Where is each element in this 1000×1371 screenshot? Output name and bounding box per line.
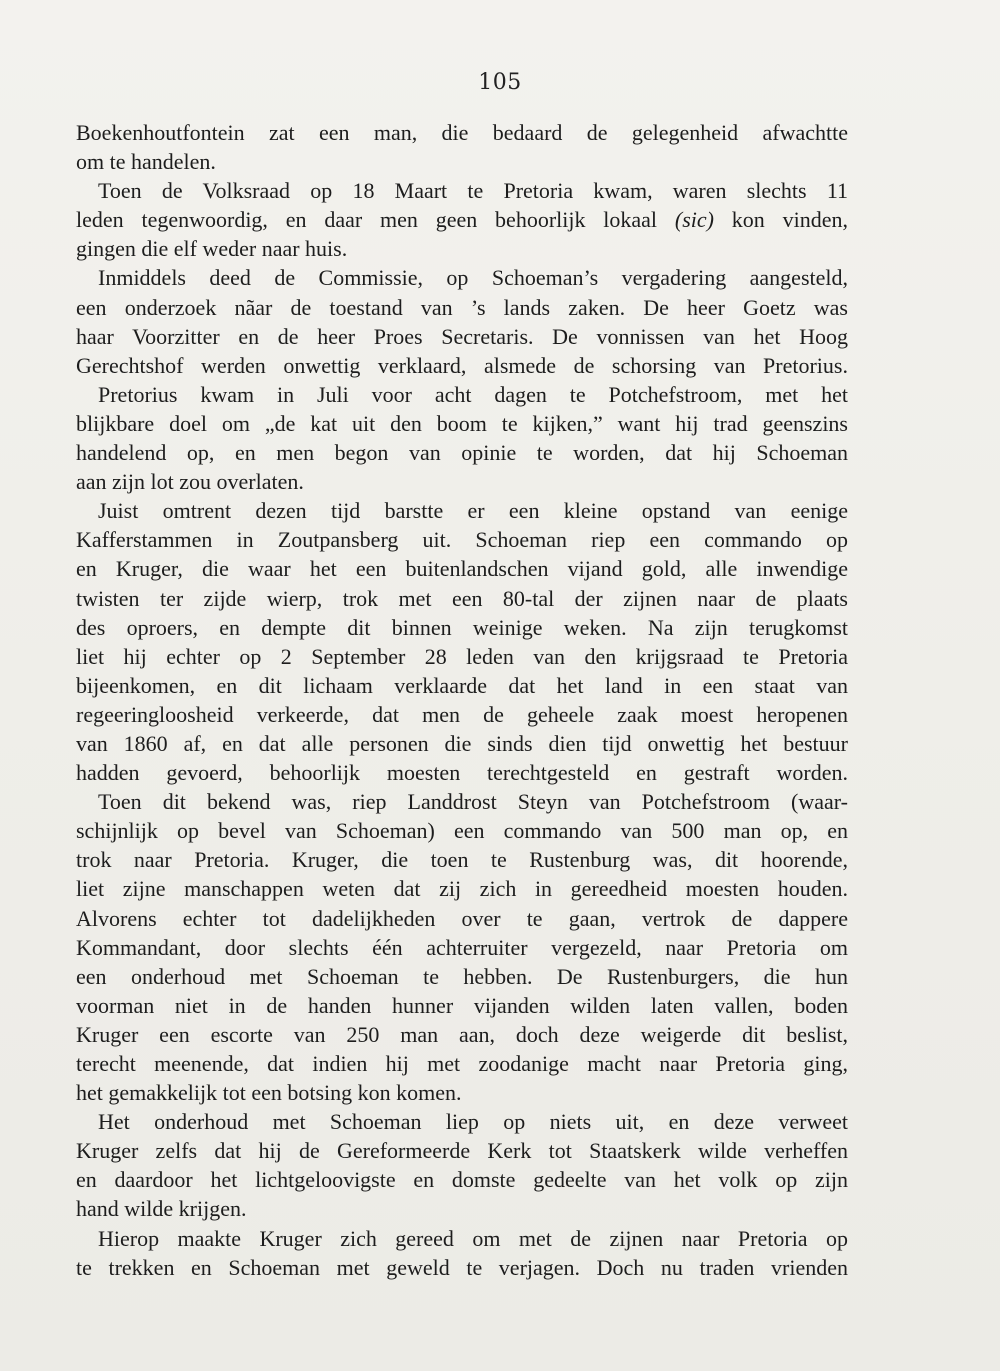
text-line: gingen die elf weder naar huis. — [76, 236, 348, 262]
text-line: Kruger zelfs dat hij de Gereformeerde Kerk tot Staatskerk wilde verheffen — [76, 1138, 848, 1164]
text-line: hadden gevoerd, behoorlijk moesten terechtgesteld en gestraft worden. — [76, 760, 848, 786]
text-line: te trekken en Schoeman met geweld te verjagen. Doch nu traden vrienden — [76, 1254, 848, 1280]
text-line: Kruger een escorte van 250 man aan, doch deze weigerde dit beslist, — [76, 1021, 848, 1047]
text-line: des oproers, en dempte dit binnen weinige weken. Na zijn terugkomst — [76, 614, 848, 640]
text-line: blijkbare doel om „de kat uit den boom te kijken,” want hij trad geenszins — [76, 410, 848, 436]
text-line: Alvorens echter tot dadelijkheden over te gaan, vertrok de dappere — [76, 905, 848, 931]
text-line: regeeringloosheid verkeerde, dat men de geheele zaak moest heropenen — [76, 701, 848, 727]
text-line: schijnlijk op bevel van Schoeman) een commando van 500 man op, en — [76, 818, 848, 844]
text-line: voorman niet in de handen hunner vijanden wilden laten vallen, boden — [76, 992, 848, 1018]
text-line: twisten ter zijde wierp, trok met een 80-tal der zijnen naar de plaats — [76, 585, 848, 611]
text-line: Pretorius kwam in Juli voor acht dagen te Potchefstroom, met het — [98, 381, 848, 407]
sic-marker: (sic) — [674, 207, 714, 233]
text-line: leden tegenwoordig, en daar men geen behoorlijk lokaal (sic) kon vinden, — [76, 207, 848, 233]
text-line: haar Voorzitter en de heer Proes Secretaris. De vonnissen van het Hoog — [76, 323, 848, 349]
body-text — [76, 118, 848, 1282]
text-line: trok naar Pretoria. Kruger, die toen te Rustenburg was, dit hoorende, — [76, 847, 848, 873]
text-line: Juist omtrent dezen tijd barstte er een kleine opstand van eenige — [98, 498, 848, 524]
text-line: en daardoor het lichtgeloovigste en domste gedeelte van het volk op zijn — [76, 1167, 848, 1193]
text-line: hand wilde krijgen. — [76, 1196, 247, 1222]
text-line: aan zijn lot zou overlaten. — [76, 469, 304, 495]
page-number: 105 — [478, 70, 522, 95]
text-line: handelend op, en men begon van opinie te worden, dat hij Schoeman — [76, 440, 848, 466]
text-line: Gerechtshof werden onwettig verklaard, alsmede de schorsing van Pretorius. — [76, 352, 848, 378]
text-line: van 1860 af, en dat alle personen die sinds dien tijd onwettig het bestuur — [76, 730, 848, 756]
text-line: Kafferstammen in Zoutpansberg uit. Schoeman riep een commando op — [76, 527, 848, 553]
text-line: een onderzoek nãar de toestand van ’s lands zaken. De heer Goetz was — [76, 294, 848, 320]
text-line: bijeenkomen, en dit lichaam verklaarde dat het land in een staat van — [76, 672, 848, 698]
text-line: terecht meenende, dat indien hij met zoodanige macht naar Pretoria ging, — [76, 1051, 848, 1076]
text-line: Het onderhoud met Schoeman liep op niets uit, en deze verweet — [98, 1109, 848, 1135]
text-line: om te handelen. — [76, 149, 216, 175]
text-line: liet hij echter op 2 September 28 leden van den krijgsraad te Pretoria — [76, 643, 848, 669]
text-line: Boekenhoutfontein zat een man, die bedaard de gelegenheid afwachtte — [76, 120, 848, 145]
text-line: Inmiddels deed de Commissie, op Schoeman’s vergadering aangesteld, — [98, 265, 848, 291]
text-line: liet zijne manschappen weten dat zij zich in gereedheid moesten houden. — [76, 876, 848, 902]
text-line: Kommandant, door slechts één achterruiter vergezeld, naar Pretoria om — [76, 934, 848, 960]
text-line: een onderhoud met Schoeman te hebben. De Rustenburgers, die hun — [76, 963, 848, 989]
text-line: het gemakkelijk tot een botsing kon komen. — [76, 1080, 462, 1106]
text-line: en Kruger, die waar het een buitenlandschen vijand gold, alle inwendige — [76, 556, 848, 582]
text-line: Toen de Volksraad op 18 Maart te Pretoria kwam, waren slechts 11 — [98, 178, 848, 204]
text-line: Hierop maakte Kruger zich gereed om met de zijnen naar Pretoria op — [98, 1225, 848, 1251]
text-line: Toen dit bekend was, riep Landdrost Steyn van Potchefstroom (waar- — [98, 789, 848, 815]
